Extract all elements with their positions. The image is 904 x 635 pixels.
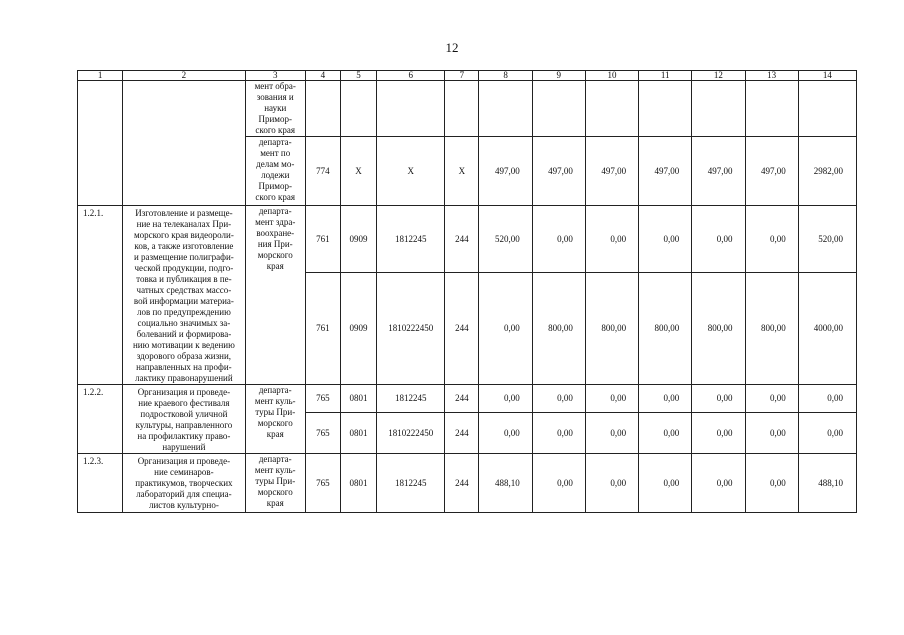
code-cell: 1810222450 [377, 273, 445, 385]
item-description-cell: Изготовление и размеще- ние на телеканалах При- морского края видеороли- ков, а также изготовление и размещение полиграфи- ческой продукции, подго- товка и публикация в пе- чатных средствах массо- вой информации материа- лов по предупреждению социально значимых за- болеваний и формирова- нию мотивации к ведению здорового образа жизни, направленных на профи- лактику правонарушений [123, 206, 245, 385]
cell [479, 81, 532, 137]
cell [798, 81, 856, 137]
cell [692, 81, 745, 137]
amount-cell: 0,00 [745, 385, 798, 413]
column-header: 12 [692, 71, 745, 81]
cell [639, 81, 692, 137]
column-header: 4 [305, 71, 340, 81]
executor-cell: департа- мент по делам мо- лодежи Примор- ского края [245, 137, 305, 206]
code-cell: 0801 [340, 385, 376, 413]
executor-cell: департа- мент здра- воохране- ния При- морского края [245, 206, 305, 385]
amount-cell: 497,00 [692, 137, 745, 206]
code-cell: 1812245 [377, 385, 445, 413]
amount-cell: 497,00 [745, 137, 798, 206]
item-number-cell [78, 81, 123, 206]
cell [340, 81, 376, 137]
amount-cell: 488,10 [479, 454, 532, 513]
column-header: 13 [745, 71, 798, 81]
item-number-cell: 1.2.3. [78, 454, 123, 513]
amount-cell: 800,00 [692, 273, 745, 385]
amount-cell: 800,00 [745, 273, 798, 385]
code-cell: 0909 [340, 273, 376, 385]
amount-cell: 0,00 [692, 413, 745, 454]
total-cell: 0,00 [798, 385, 856, 413]
executor-cell: департа- мент куль- туры При- морского края [245, 385, 305, 454]
code-cell: 1810222450 [377, 413, 445, 454]
amount-cell: 800,00 [639, 273, 692, 385]
amount-cell: 520,00 [479, 206, 532, 273]
code-cell: 244 [445, 454, 479, 513]
amount-cell: 0,00 [532, 206, 585, 273]
amount-cell: 497,00 [479, 137, 532, 206]
code-cell: 774 [305, 137, 340, 206]
amount-cell: 0,00 [639, 413, 692, 454]
amount-cell: 0,00 [532, 413, 585, 454]
amount-cell: 0,00 [532, 454, 585, 513]
amount-cell: 0,00 [639, 454, 692, 513]
amount-cell: 497,00 [639, 137, 692, 206]
code-cell: 0801 [340, 454, 376, 513]
amount-cell: 0,00 [479, 273, 532, 385]
item-number-cell: 1.2.1. [78, 206, 123, 385]
amount-cell: 0,00 [532, 385, 585, 413]
amount-cell: 800,00 [585, 273, 638, 385]
code-cell: Х [340, 137, 376, 206]
code-cell: 244 [445, 206, 479, 273]
table-row [78, 385, 857, 413]
total-cell: 2982,00 [798, 137, 856, 206]
amount-cell: 0,00 [479, 385, 532, 413]
column-header: 2 [123, 71, 245, 81]
code-cell: 244 [445, 413, 479, 454]
code-cell: 244 [445, 385, 479, 413]
code-cell: 1812245 [377, 454, 445, 513]
item-description-cell [123, 81, 245, 206]
table-row [78, 81, 857, 137]
column-header: 5 [340, 71, 376, 81]
column-header: 8 [479, 71, 532, 81]
total-cell: 4000,00 [798, 273, 856, 385]
page-number: 12 [445, 40, 459, 55]
amount-cell: 0,00 [745, 454, 798, 513]
header-row [78, 71, 857, 81]
column-header: 7 [445, 71, 479, 81]
amount-cell: 800,00 [532, 273, 585, 385]
table-row [78, 454, 857, 513]
cell [445, 81, 479, 137]
cell [585, 81, 638, 137]
code-cell: 765 [305, 454, 340, 513]
column-header: 14 [798, 71, 856, 81]
cell [532, 81, 585, 137]
code-cell: 244 [445, 273, 479, 385]
amount-cell: 0,00 [639, 385, 692, 413]
amount-cell: 0,00 [692, 206, 745, 273]
column-header: 9 [532, 71, 585, 81]
amount-cell: 0,00 [585, 413, 638, 454]
cell [305, 81, 340, 137]
item-description-cell: Организация и проведе- ние семинаров- практикумов, творческих лабораторий для специа- листов культурно- [123, 454, 245, 513]
code-cell: 765 [305, 385, 340, 413]
amount-cell: 0,00 [692, 454, 745, 513]
column-header: 6 [377, 71, 445, 81]
amount-cell: 0,00 [585, 206, 638, 273]
amount-cell: 0,00 [745, 413, 798, 454]
cell [377, 81, 445, 137]
budget-table [77, 70, 857, 513]
amount-cell: 0,00 [692, 385, 745, 413]
cell [745, 81, 798, 137]
code-cell: 0909 [340, 206, 376, 273]
amount-cell: 0,00 [585, 454, 638, 513]
amount-cell: 0,00 [479, 413, 532, 454]
code-cell: 765 [305, 413, 340, 454]
item-number-cell: 1.2.2. [78, 385, 123, 454]
code-cell: 761 [305, 206, 340, 273]
total-cell: 488,10 [798, 454, 856, 513]
column-header: 3 [245, 71, 305, 81]
amount-cell: 497,00 [532, 137, 585, 206]
executor-cell: мент обра- зования и науки Примор- ского края [245, 81, 305, 137]
amount-cell: 497,00 [585, 137, 638, 206]
column-header: 11 [639, 71, 692, 81]
column-header: 1 [78, 71, 123, 81]
column-header: 10 [585, 71, 638, 81]
code-cell: 1812245 [377, 206, 445, 273]
total-cell: 520,00 [798, 206, 856, 273]
amount-cell: 0,00 [585, 385, 638, 413]
total-cell: 0,00 [798, 413, 856, 454]
table-row [78, 206, 857, 273]
executor-cell: департа- мент куль- туры При- морского края [245, 454, 305, 513]
item-description-cell: Организация и проведе- ние краевого фестиваля подростковой уличной культуры, направленного на профилактику право- нарушений [123, 385, 245, 454]
code-cell: Х [377, 137, 445, 206]
code-cell: Х [445, 137, 479, 206]
amount-cell: 0,00 [745, 206, 798, 273]
amount-cell: 0,00 [639, 206, 692, 273]
code-cell: 761 [305, 273, 340, 385]
code-cell: 0801 [340, 413, 376, 454]
